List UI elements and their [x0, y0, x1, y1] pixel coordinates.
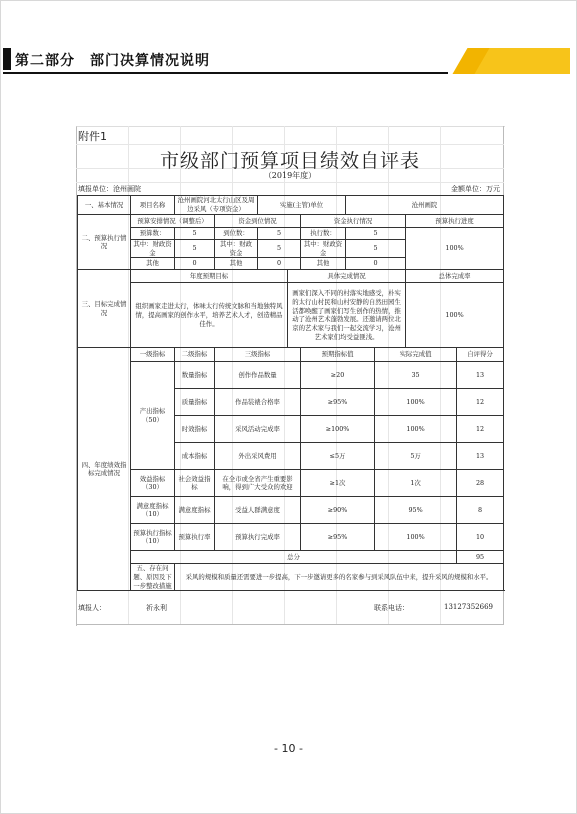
- level3-indicator: 作品装裱合格率: [215, 389, 301, 416]
- budget-cell: 到位数：: [215, 228, 258, 240]
- budget-cell: 执行数：: [301, 228, 346, 240]
- level2-indicator: 时效指标: [175, 416, 215, 443]
- header-underline: [3, 72, 448, 74]
- self-score: 8: [457, 497, 504, 524]
- budget-cell: 其他: [131, 258, 175, 270]
- benefit-indicator-label: 效益指标（30）: [131, 470, 175, 497]
- table-row: [78, 348, 504, 362]
- table-row: [78, 283, 504, 348]
- budget-col-header: 资金执行情况: [301, 215, 406, 228]
- budget-value: 0: [258, 258, 301, 270]
- filler-name: 祈永利: [146, 604, 167, 612]
- grid-line: [76, 624, 504, 625]
- phone-label: 联系电话：: [374, 604, 409, 612]
- actual-value: 100%: [375, 416, 457, 443]
- budget-cell: 其中：财政资金: [215, 240, 258, 258]
- table-row: [78, 524, 504, 551]
- table-row: [78, 564, 504, 591]
- perf-section-label: 四、年度绩效指标完成情况: [78, 348, 131, 591]
- table-row: [78, 551, 504, 564]
- goal-header: 总体完成率: [406, 270, 504, 283]
- perf-header: 一级指标: [131, 348, 175, 362]
- budget-exec-indicator-label: 预算执行指标（10）: [131, 524, 175, 551]
- perf-header: 自评得分: [457, 348, 504, 362]
- table-row: [78, 497, 504, 524]
- phone-number: 13127352669: [444, 603, 493, 611]
- level3-indicator: 创作作品数量: [215, 362, 301, 389]
- perf-header: 二级指标: [175, 348, 215, 362]
- output-indicator-label: 产出指标（50）: [131, 362, 175, 470]
- total-score-label: 总分: [131, 551, 457, 564]
- budget-cell: 预算数：: [131, 228, 175, 240]
- actual-value: 5万: [375, 443, 457, 470]
- budget-cell: 其他: [215, 258, 258, 270]
- goal-header: 年度预期目标: [131, 270, 288, 283]
- level2-indicator: 数量指标: [175, 362, 215, 389]
- table-row: [78, 215, 504, 228]
- budget-cell: 其中：财政资金: [301, 240, 346, 258]
- actual-value: 35: [375, 362, 457, 389]
- project-name-value: 沧州画院河北太行山区及周边采风（专项资金）: [175, 196, 258, 215]
- goal-expected: 组织画家走进太行，体味太行传统文脉和当地独特风情，提高画家的创作水平，培养艺术人才，创造精品佳作。: [131, 283, 288, 348]
- self-score: 10: [457, 524, 504, 551]
- budget-value: 5: [258, 240, 301, 258]
- basic-section-label: 一、基本情况: [78, 196, 131, 215]
- expected-value: ≥100%: [301, 416, 375, 443]
- level3-indicator: 外出采风费用: [215, 443, 301, 470]
- section-header-title: 第二部分 部门决算情况说明: [15, 53, 210, 69]
- expected-value: ≥95%: [301, 389, 375, 416]
- budget-value: 5: [175, 228, 215, 240]
- level3-indicator: 预算执行完成率: [215, 524, 301, 551]
- goal-header: 具体完成情况: [288, 270, 406, 283]
- expected-value: ≥90%: [301, 497, 375, 524]
- budget-value: 5: [175, 240, 215, 258]
- level3-indicator: 在全市或全省产生重要影响，得到广大受众的欢迎: [215, 470, 301, 497]
- issues-section-label: 五、存在问题、原因及下一步整改措施: [131, 564, 175, 591]
- budget-value: 0: [346, 258, 406, 270]
- header-bar-mark: [3, 48, 11, 70]
- goal-section-label: 三、目标完成情况: [78, 270, 131, 348]
- budget-value: 5: [346, 240, 406, 258]
- budget-value: 5: [258, 228, 301, 240]
- perf-header: 实际完成值: [375, 348, 457, 362]
- actual-value: 1次: [375, 470, 457, 497]
- form-title: 市级部门预算项目绩效自评表: [159, 150, 420, 172]
- impl-unit-label: 实施(主管)单位: [258, 196, 346, 215]
- goal-rate: 100%: [406, 283, 504, 348]
- expected-value: ≥95%: [301, 524, 375, 551]
- budget-section-label: 二、预算执行情况: [78, 215, 131, 270]
- total-score: 95: [457, 551, 504, 564]
- page-number: - 10 -: [274, 742, 303, 755]
- level3-indicator: 受益人群满意度: [215, 497, 301, 524]
- header-accent-stripes: [448, 48, 570, 74]
- level3-indicator: 采风活动完成率: [215, 416, 301, 443]
- self-score: 28: [457, 470, 504, 497]
- budget-col-header: 预算安排情况（调整后）: [131, 215, 215, 228]
- budget-col-header: 资金到位情况: [215, 215, 301, 228]
- perf-header: 预期指标值: [301, 348, 375, 362]
- self-score: 13: [457, 362, 504, 389]
- amount-unit: 金额单位：万元: [451, 185, 500, 193]
- satisfaction-indicator-label: 满意度指标（10）: [131, 497, 175, 524]
- goal-actual: 画家们深入不同的村落实地感受，朴实的太行山村民和山村安静的自然田园生活都唤醒了画家们写生创作的热情，推动了沧州艺术蓬勃发展。还邀请两位北京的艺术家与我们一起交流学习，沧州艺术家们均受益匪浅。: [288, 283, 406, 348]
- table-row: [78, 362, 504, 389]
- table-row: [78, 196, 504, 215]
- level2-indicator: 成本指标: [175, 443, 215, 470]
- self-score: 13: [457, 443, 504, 470]
- level2-indicator: 社会效益指标: [175, 470, 215, 497]
- perf-header: 三级指标: [215, 348, 301, 362]
- filler-label: 填报人：: [78, 604, 106, 612]
- level2-indicator: 质量指标: [175, 389, 215, 416]
- budget-cell: 其他: [301, 258, 346, 270]
- expected-value: ≥20: [301, 362, 375, 389]
- budget-value: 0: [175, 258, 215, 270]
- table-row: [78, 270, 504, 283]
- actual-value: 100%: [375, 524, 457, 551]
- table-row: [78, 470, 504, 497]
- issues-text: 采风的规模和质量还需要进一步提高，下一步邀请更多的名家参与到采风队伍中来，提升采风的规模和水平。: [175, 564, 504, 591]
- grid-line: [76, 182, 504, 183]
- budget-value: 5: [346, 228, 406, 240]
- level2-indicator: 预算执行率: [175, 524, 215, 551]
- table-row: [78, 228, 504, 240]
- attachment-label: 附件1: [78, 130, 107, 143]
- reporting-unit: 填报单位：沧州画院: [78, 185, 141, 193]
- evaluation-table: [77, 195, 504, 591]
- self-score: 12: [457, 389, 504, 416]
- expected-value: ≤5万: [301, 443, 375, 470]
- budget-progress: 100%: [406, 228, 504, 270]
- grid-line: [76, 144, 504, 145]
- self-score: 12: [457, 416, 504, 443]
- budget-col-header: 预算执行进度: [406, 215, 504, 228]
- actual-value: 100%: [375, 389, 457, 416]
- budget-cell: 其中：财政资金: [131, 240, 175, 258]
- project-name-label: 项目名称: [131, 196, 175, 215]
- actual-value: 95%: [375, 497, 457, 524]
- form-year: （2019年度）: [263, 171, 317, 180]
- expected-value: ≥1次: [301, 470, 375, 497]
- level2-indicator: 满意度指标: [175, 497, 215, 524]
- impl-unit-value: 沧州画院: [346, 196, 504, 215]
